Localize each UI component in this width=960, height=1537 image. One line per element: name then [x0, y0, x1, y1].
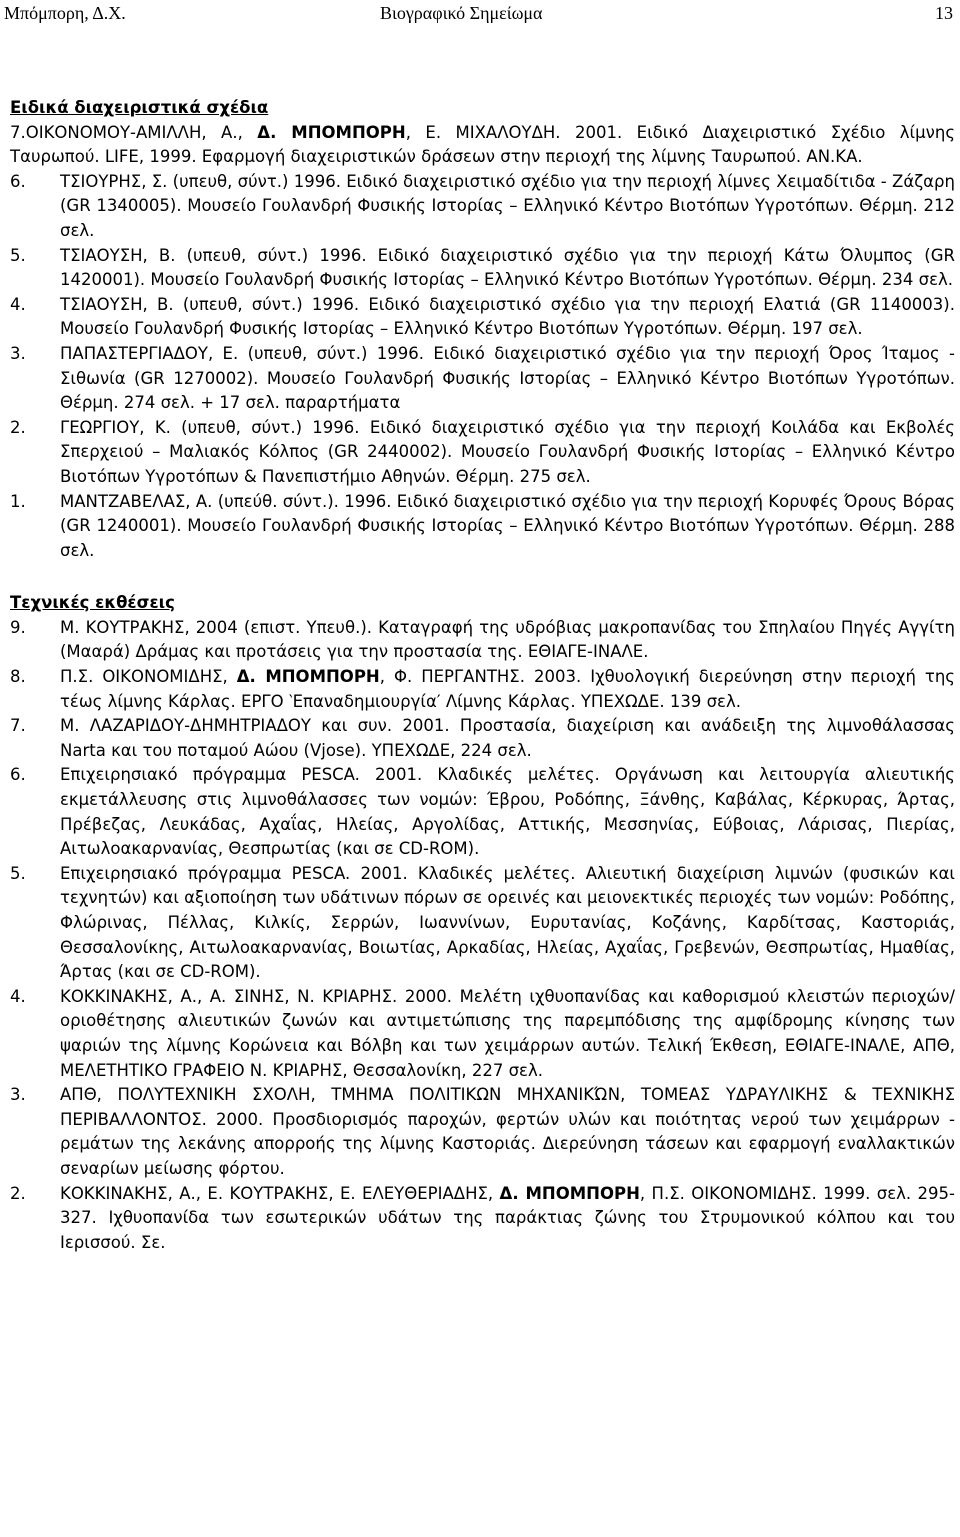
entry-text: , Φ. ΠΕΡΓΑΝΤΗΣ. 2003. Ιχθυολογική διερεύνηση στην περιοχή της τέως λίμνης Κάρλας. ΕΡΓΟ ‵Επαναδημιουργία′ Λίμνης Κάρλας. ΥΠΕΧΩΔΕ. 139 σελ.: [60, 667, 955, 711]
entry-text: Μ. ΛΑΖΑΡΙΔΟΥ-ΔΗΜΗΤΡΙΑΔΟΥ και συν. 2001. Προστασία, διαχείριση και ανάδειξη της λιμνοθάλασσας Narta και του ποταμού Αώου (Vjose). ΥΠΕΧΩΔΕ, 224 σελ.: [60, 716, 955, 760]
author-highlight: Δ. ΜΠΟΜΠΟΡΗ: [236, 667, 380, 687]
entry-text: Επιχειρησιακό πρόγραμμα PESCA. 2001. Κλαδικές μελέτες. Οργάνωση και λειτουργία αλιευτικής εκμετάλλευσης στις λιμνοθάλασσες των νομών: Έβρου, Ροδόπης, Ξάνθης, Καβάλας, Κέρκυρας, Άρτας, Πρέβεζας, Λευκάδας, Αχαΐας, Ηλείας, Αργολίδας, Αττικής, Μεσσηνίας, Εύβοιας, Λάρισας, Πιερίας, Αιτωλοακαρνανίας, Θεσπρωτίας (και σε CD-ROM).: [60, 765, 955, 859]
list-item: [10, 490, 955, 564]
entry-text: Επιχειρησιακό πρόγραμμα PESCA. 2001. Κλαδικές μελέτες. Αλιευτική διαχείριση λιμνών (φυσικών και τεχνητών) και αξιοποίηση των υδάτινων πόρων σε ορεινές και μειονεκτικές περιοχές των νομών: Ροδόπης, Φλώρινας, Πέλλας, Κιλκίς, Σερρών, Ιωαννίνων, Ευρυτανίας, Κοζάνης, Καρδίτσας, Καστοριάς, Θεσσαλονίκης, Αιτωλοακαρνανίας, Βοιωτίας, Αρκαδίας, Ηλείας, Αχαΐας, Γρεβενών, Θεσπρωτίας, Ημαθίας, Άρτας (και σε CD-ROM).: [60, 863, 955, 982]
list-item: [10, 416, 955, 490]
entry-text: , Ε. ΜΙΧΑΛΟΥΔΗ. 2001. Ειδικό Διαχειριστικό Σχέδιο λίμνης Ταυρωπού. LIFE, 1999. Εφαρμογή διαχειριστικών δράσεων στην περιοχή της λίμνης Ταυρωπού. ΑΝ.ΚΑ.: [10, 122, 955, 167]
entry-number: 4.: [10, 986, 26, 1006]
list-item: [10, 293, 955, 342]
page-header: [0, 0, 960, 30]
entry-number: 5.: [10, 245, 26, 265]
entry-number: 2.: [10, 417, 26, 437]
section-title-management-plans: Ειδικά διαχειριστικά σχέδια: [10, 98, 269, 117]
list-item: [10, 1083, 955, 1181]
entry-text: ΤΣΙΑΟΥΣΗ, Β. (υπευθ, σύντ.) 1996. Ειδικό διαχειριστικό σχέδιο για την περιοχή Κάτω Όλυμπος (GR 1420001). Μουσείο Γουλανδρή Φυσικής Ιστορίας – Ελληνικό Κέντρο Βιοτόπων Υγροτόπων. Θέρμη. 234 σελ.: [60, 245, 955, 290]
entry-number: 3.: [10, 343, 26, 363]
list-item: [10, 985, 955, 1083]
entry-text: ΤΣΙΑΟΥΣΗ, Β. (υπευθ, σύντ.) 1996. Ειδικό διαχειριστικό σχέδιο για την περιοχή Ελατιά (GR 1140003). Μουσείο Γουλανδρή Φυσικής Ιστορίας – Ελληνικό Κέντρο Βιοτόπων Υγροτόπων. Θέρμη. 197 σελ.: [60, 294, 955, 339]
entry-text: ΜΑΝΤΖΑΒΕΛΑΣ, Α. (υπεύθ. σύντ.). 1996. Ειδικό διαχειριστικό σχέδιο για την περιοχή Κορυφές Όρους Βόρας (GR 1240001). Μουσείο Γουλανδρή Φυσικής Ιστορίας – Ελληνικό Κέντρο Βιοτόπων Υγροτόπων. Θέρμη. 288 σελ.: [60, 491, 955, 560]
entry-text: ΚΟΚΚΙΝΑΚΗΣ, Α., Ε. ΚΟΥΤΡΑΚΗΣ, Ε. ΕΛΕΥΘΕΡΙΑΔΗΣ,: [60, 1183, 500, 1203]
entry-text: ΓΕΩΡΓΙΟΥ, Κ. (υπευθ, σύντ.) 1996. Ειδικό διαχειριστικό σχέδιο για την περιοχή Κοιλάδα και Εκβολές Σπερχειού – Μαλιακός Κόλπος (GR 2440002). Μουσείο Γουλανδρή Φυσικής Ιστορίας – Ελληνικό Κέντρο Βιοτόπων Υγροτόπων & Πανεπιστήμιο Αθηνών. Θέρμη. 275 σελ.: [60, 417, 955, 486]
list-item: [10, 862, 955, 985]
list-item: [10, 763, 955, 861]
header-author: Μπόμπορη, Δ.Χ.: [4, 3, 126, 23]
entry-text: Μ. ΚΟΥΤΡΑΚΗΣ, 2004 (επιστ. Υπευθ.). Καταγραφή της υδρόβιας μακροπανίδας του Σπηλαίου Πηγές Αγγίτη (Μααρά) Δράμας και προτάσεις για την προστασία της. ΕΘΙΑΓΕ-ΙΝΑΛΕ.: [60, 617, 955, 662]
entry-number: 7.: [10, 716, 26, 736]
entry-number: 1.: [10, 491, 26, 511]
entry-number: 6.: [10, 765, 26, 785]
page-number: 13: [935, 3, 953, 23]
header-title: Βιογραφικό Σημείωμα: [380, 3, 543, 23]
entry-number: 5.: [10, 863, 26, 883]
entry-text: Π.Σ. ΟΙΚΟΝΟΜΙΔΗΣ,: [60, 667, 237, 687]
author-highlight: Δ. ΜΠΟΜΠΟΡΗ: [499, 1183, 640, 1203]
entry-number: 3.: [10, 1085, 26, 1105]
entry-text: ΠΑΠΑΣΤΕΡΓΙΑΔΟΥ, Ε. (υπευθ, σύντ.) 1996. Ειδικό διαχειριστικό σχέδιο για την περιοχή Όρος Ίταμος - Σιθωνία (GR 1270002). Μουσείο Γουλανδρή Φυσικής Ιστορίας – Ελληνικό Κέντρο Βιοτόπων Υγροτόπων. Θέρμη. 274 σελ. + 17 σελ. παραρτήματα: [60, 343, 955, 413]
document-body: [10, 96, 955, 1255]
entry-text: ΚΟΚΚΙΝΑΚΗΣ, Α., Α. ΣΙΝΗΣ, Ν. ΚΡΙΑΡΗΣ. 2000. Μελέτη ιχθυοπανίδας και καθορισμού κλειστών περιοχών/οριοθέτησης αλιευτικών ζωνών και αντιμετώπισης της παρεμπόδισης της αμφίδρομης κίνησης των ψαριών της λίμνης Κορώνεια και Βόλβη και των χειμάρρων αυτών. Τελική Έκθεση, ΕΘΙΑΓΕ-ΙΝΑΛΕ, ΑΠΘ, ΜΕΛΕΤΗΤΙΚΟ ΓΡΑΦΕΙΟ Ν. ΚΡΙΑΡΗΣ, Θεσσαλονίκη, 227 σελ.: [60, 986, 955, 1080]
entry-number: 2.: [10, 1183, 26, 1203]
entry-number: 6.: [10, 171, 26, 191]
list-item: [10, 170, 955, 244]
entry-text: ΑΠΘ, ΠΟΛΥΤΕΧΝΙΚΗ ΣΧΟΛΗ, ΤΜΗΜΑ ΠΟΛΙΤΙΚΩΝ ΜΗΧΑΝΙΚΏΝ, ΤΟΜΕΑΣ ΥΔΡΑΥΛΙΚΗΣ & ΤΕΧΝΙΚΗΣ ΠΕΡΙΒΑΛΛΟΝΤΟΣ. 2000. Προσδιορισμός παροχών, φερτών υλών και ποιότητας νερού των χειμάρρων - ρεμάτων της λεκάνης απορροής της λίμνης Καστοριάς. Διερεύνηση τάσεων και εφαρμογή εναλλακτικών σεναρίων μείωσης φόρτου.: [60, 1085, 955, 1178]
entry-text: 7.ΟΙΚΟΝΟΜΟΥ-ΑΜΙΛΛΗ, Α.,: [10, 122, 258, 142]
list-item: [10, 665, 955, 714]
entry-number: 8.: [10, 667, 26, 687]
list-item: [10, 1182, 955, 1256]
list-item: [10, 714, 955, 763]
entry-text: , Π.Σ. ΟΙΚΟΝΟΜΙΔΗΣ. 1999. σελ. 295-327. Ιχθυοπανίδα των εσωτερικών υδάτων της παράκτιας ζώνης του Στρυμονικού κόλπου και του Ιερισσού. Σε.: [60, 1183, 955, 1252]
list-item: [10, 342, 955, 416]
list-item: [10, 616, 955, 665]
list-item: [10, 121, 955, 170]
entry-number: 4.: [10, 294, 26, 314]
section-title-technical-reports: Τεχνικές εκθέσεις: [10, 593, 175, 613]
entry-text: ΤΣΙΟΥΡΗΣ, Σ. (υπευθ, σύντ.) 1996. Ειδικό διαχειριστικό σχέδιο για την περιοχή λίμνες Χειμαδίτιδα - Ζάζαρη (GR 1340005). Μουσείο Γουλανδρή Φυσικής Ιστορίας – Ελληνικό Κέντρο Βιοτόπων Υγροτόπων. Θέρμη. 212 σελ.: [60, 171, 955, 240]
entry-number: 9.: [10, 617, 26, 637]
list-item: [10, 244, 955, 293]
author-highlight: Δ. ΜΠΟΜΠΟΡΗ: [257, 122, 406, 142]
